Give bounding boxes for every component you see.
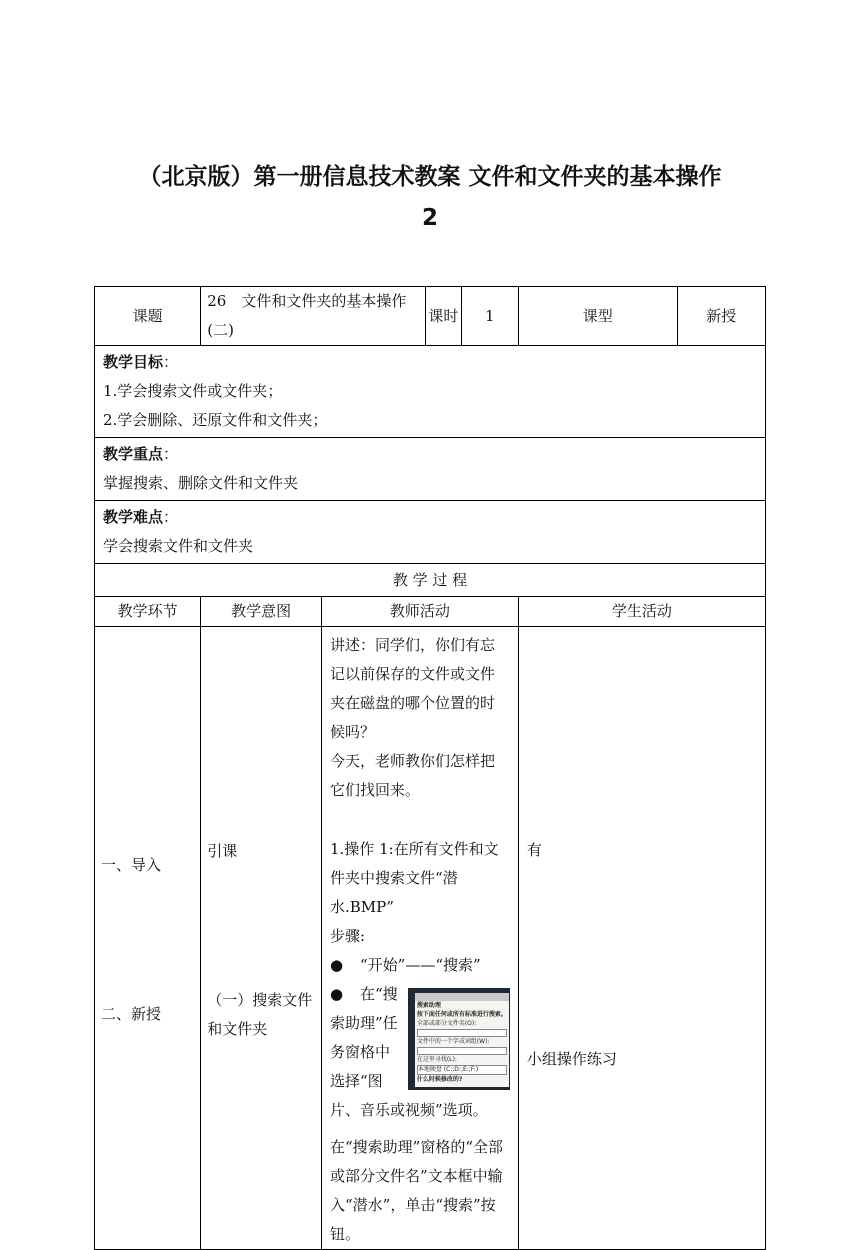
teacher-talk: 讲述：同学们，你们有忘记以前保存的文件或文件夹在磁盘的哪个位置的时候吗？	[330, 636, 496, 741]
step-item: ● “开始”——“搜索”	[330, 951, 510, 980]
student-activity-cell	[518, 627, 765, 1250]
teacher-talk: 今天，老师教你们怎样把它们找回来。	[330, 752, 496, 799]
intent-intro: 引课	[207, 841, 238, 860]
objectives-label: 教学目标	[103, 353, 164, 371]
column-header: 学生活动	[518, 597, 765, 627]
bullet-icon: ●	[330, 985, 344, 1003]
topic-label: 课题	[95, 287, 201, 346]
operation-title: 1.操作 1:在所有文件和文件夹中搜索文件“潜水.BMP”	[330, 840, 499, 916]
teacher-activity-cell	[322, 627, 519, 1250]
difficulties-text: 学会搜索文件和文件夹	[103, 537, 254, 555]
type-label: 课型	[518, 287, 677, 346]
column-header: 教学意图	[201, 597, 322, 627]
key-points-label: 教学重点	[103, 445, 164, 463]
objective-item: 1.学会搜索文件或文件夹；	[103, 382, 283, 400]
step-item: 搜索助理 按下面任何或所有标准进行搜索。 全部或部分文件名(O): 文件中的一个字或词组(W): 在这里寻找(L): 本地硬盘 (C:;D:;E:;F:) 什么时候修改的? ● 在“搜索助理”任务窗格中选择“图片、音乐或视频”选项。	[330, 980, 510, 1125]
hours-label: 课时	[426, 287, 462, 346]
steps-label: 步骤:	[330, 927, 366, 945]
objectives-cell: 教学目标： 1.学会搜索文件或文件夹； 2.学会删除、还原文件和文件夹；	[95, 346, 766, 438]
stage-cell	[95, 627, 201, 1250]
process-title: 教 学 过 程	[95, 564, 766, 597]
key-points-text: 掌握搜索、删除文件和文件夹	[103, 474, 299, 492]
difficulties-cell: 教学难点： 学会搜索文件和文件夹	[95, 501, 766, 564]
search-assistant-screenshot: 搜索助理 按下面任何或所有标准进行搜索。 全部或部分文件名(O): 文件中的一个字或词组(W): 在这里寻找(L): 本地硬盘 (C:;D:;E:;F:) 什么时候修改的?	[408, 988, 510, 1090]
objective-item: 2.学会删除、还原文件和文件夹；	[103, 411, 328, 429]
key-points-cell: 教学重点： 掌握搜索、删除文件和文件夹	[95, 438, 766, 501]
screenshot-header: 搜索助理	[416, 1002, 441, 1009]
lesson-plan-table	[94, 286, 766, 1250]
bullet-icon: ●	[330, 956, 344, 974]
intent-search: （一）搜索文件和文件夹	[207, 990, 313, 1038]
student-answer: 有	[526, 841, 542, 859]
topic-value: 26 文件和文件夹的基本操作(二)	[201, 287, 426, 346]
intent-cell	[201, 627, 322, 1250]
hours-value: 1	[461, 287, 518, 346]
search-instruction: 在“搜索助理”窗格的“全部或部分文件名”文本框中输入“潜水”，单击“搜索”按钮。	[330, 1138, 504, 1243]
student-practice: 小组操作练习	[526, 1050, 617, 1068]
document-title-suffix: 2	[421, 205, 438, 231]
document-title: （北京版）第一册信息技术教案 文件和文件夹的基本操作	[138, 164, 722, 190]
stage-new: 二、新授	[101, 1005, 162, 1023]
type-value: 新授	[677, 287, 765, 346]
column-header: 教师活动	[322, 597, 519, 627]
difficulties-label: 教学难点	[103, 508, 164, 526]
stage-intro: 一、导入	[101, 856, 162, 874]
column-header: 教学环节	[95, 597, 201, 627]
